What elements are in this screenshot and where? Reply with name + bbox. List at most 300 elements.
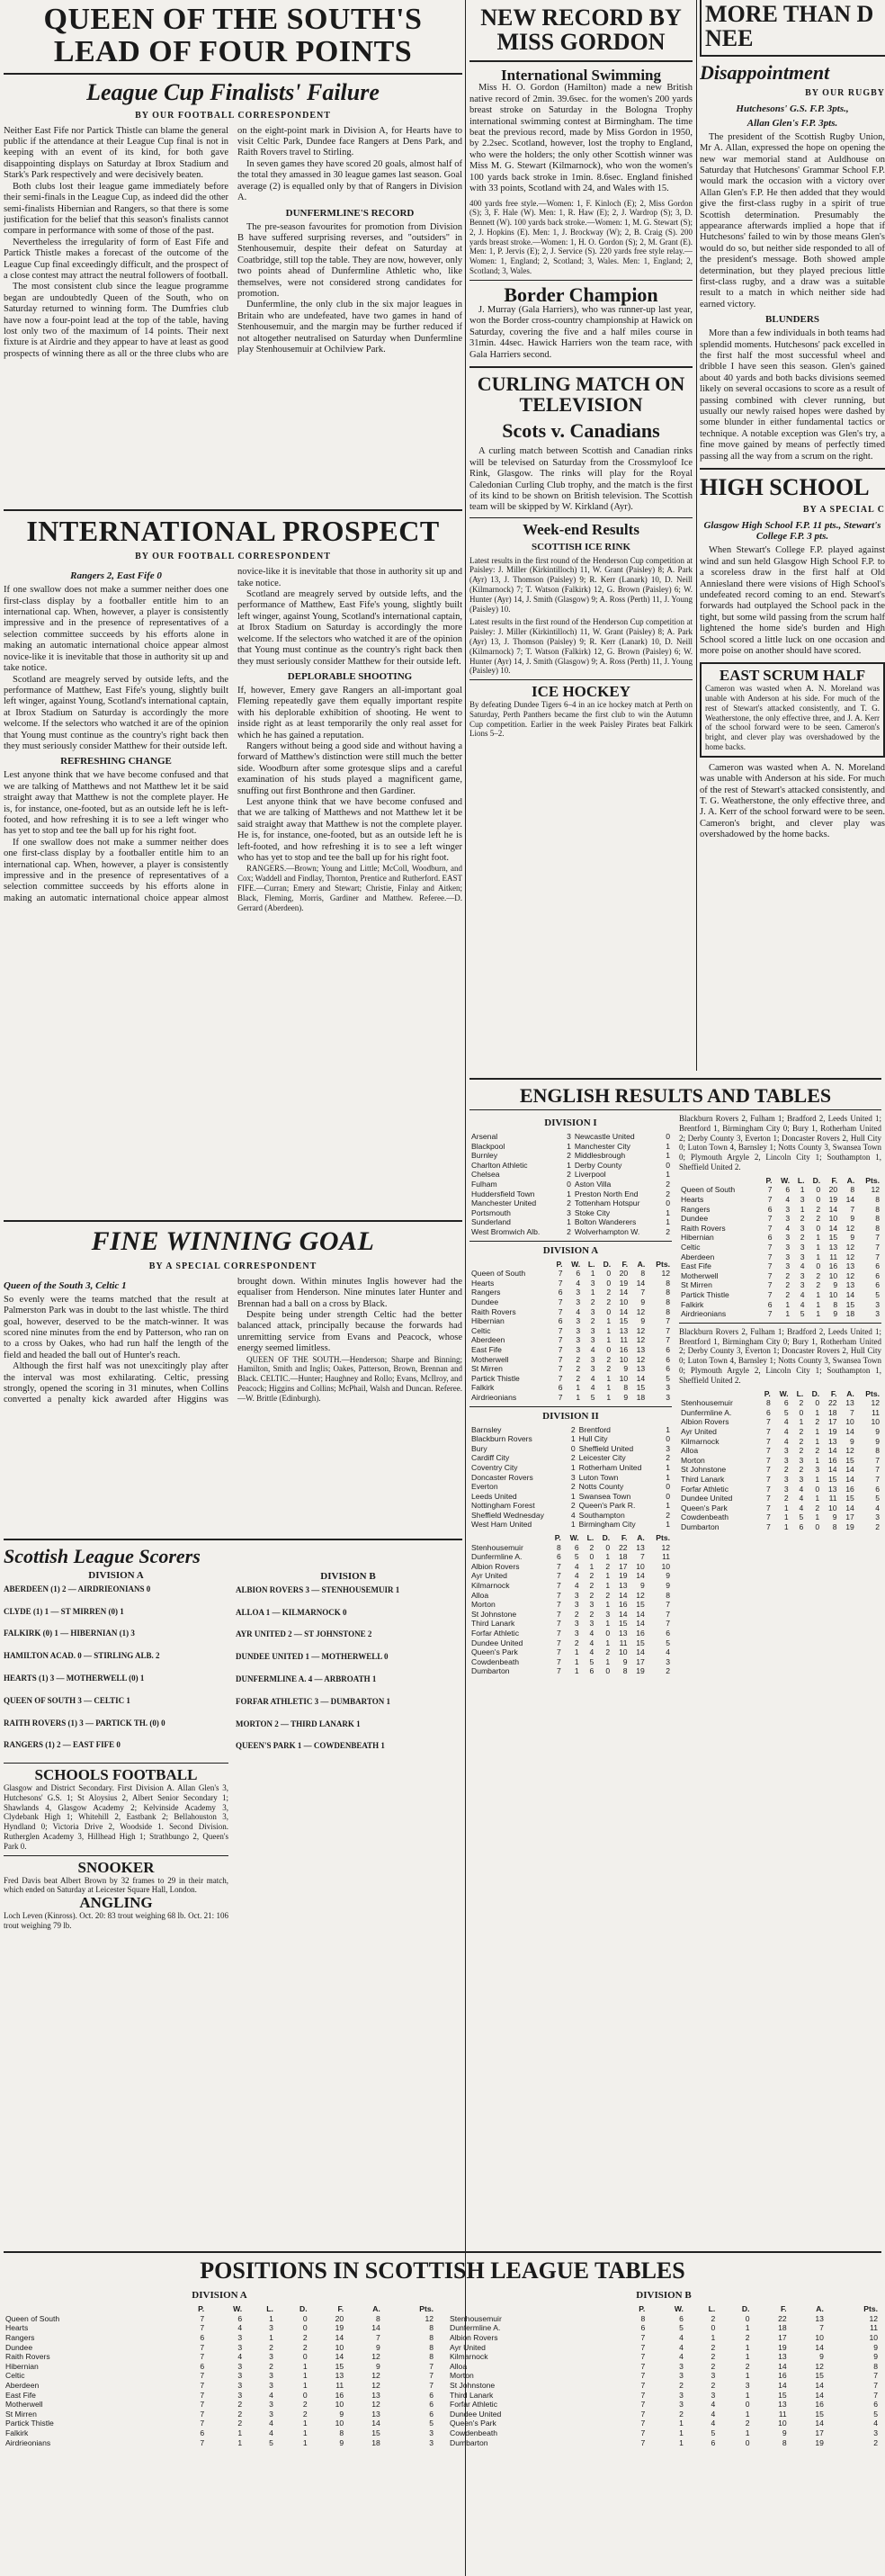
table-cell: 0 [302, 2313, 308, 2323]
table-cell: St Mirren [681, 1280, 712, 1290]
table-cell: 14 [619, 1288, 629, 1297]
table-cell: Burnley [471, 1151, 498, 1161]
table-cell: 1 [605, 1552, 611, 1562]
table-header-cell: W. [233, 2304, 243, 2314]
table-cell: 2 [606, 1354, 612, 1364]
table-cell: 2 [237, 2409, 243, 2419]
table-header-cell: W. [571, 1259, 581, 1269]
table-header-row [679, 1389, 881, 1399]
table-cell: 7 [765, 1474, 771, 1484]
table-header-cell: F. [621, 1533, 628, 1543]
table-row [448, 2362, 880, 2372]
table-cell: St Johnstone [471, 1609, 517, 1619]
table-cell: 12 [636, 1325, 646, 1335]
table-cell: 2 [302, 2333, 308, 2343]
table-header-cell: D. [602, 1533, 611, 1543]
table-cell: 2 [589, 1609, 594, 1619]
table-cell: East Fife [471, 1344, 502, 1354]
scorer-line: DUNDEE UNITED 1 — MOTHERWELL 0 [236, 1652, 389, 1662]
table-cell: 4 [590, 1373, 595, 1383]
table-cell: 4 [269, 2428, 273, 2438]
table-cell: 1 [567, 1160, 571, 1170]
table-cell: Queen's Park R. [578, 1501, 636, 1511]
table-cell: 5 [590, 1392, 595, 1402]
schools-results: Glasgow and District Secondary. First Division A. Allan Glen's 3, Hutchesons' G.S. 1; St Aloysius 2, Albert Senior Secondary 1; Shawlands 4, Glasgow Academy 2; Kelvinside Academy 3, Clydebank High 1; Whitehill 2, Eastbank 2; Bellahouston 3, Hyndland 0; Victoria Drive 2, Woodside 1. Second Division. Rutherglen Academy 3, Hillhead High 1; Strathbungo 2, Queen's Park 0. [4, 1783, 228, 1851]
table-row [448, 2381, 880, 2391]
table-cell: 7 [556, 1590, 561, 1600]
table-cell: 0 [567, 1180, 571, 1189]
table-cell: Partick Thistle [681, 1290, 729, 1299]
table-cell: 6 [200, 2361, 205, 2371]
table-cell: 1 [745, 2390, 750, 2400]
table-row [469, 1562, 672, 1572]
table-cell: Sheffield United [578, 1443, 634, 1453]
table-row [448, 2333, 880, 2343]
table-cell: 7 [556, 1647, 561, 1657]
table-cell: 8 [875, 1204, 880, 1214]
table-cell: 19 [815, 2437, 824, 2447]
table-cell: 9 [339, 2437, 344, 2447]
table-cell: Rangers [471, 1288, 501, 1297]
table-cell: 12 [636, 1335, 646, 1345]
table-cell: 14 [618, 1590, 628, 1600]
table-cell: 0 [589, 1552, 594, 1562]
table-cell: 7 [556, 1571, 561, 1581]
table-cell: 14 [827, 1446, 837, 1456]
table-cell: 1 [574, 1647, 579, 1657]
table-header-cell: A. [846, 1175, 855, 1185]
table-cell: 10 [815, 2333, 824, 2343]
table-cell: 8 [875, 1446, 880, 1456]
table-cell: 7 [767, 1309, 773, 1319]
table-cell: 8 [429, 2342, 434, 2352]
table-cell: 7 [558, 1297, 563, 1306]
byline-special: BY A SPECIAL C [802, 505, 885, 516]
table-cell: 8 [833, 1299, 838, 1309]
table-row [469, 1142, 672, 1152]
table-cell: 3 [799, 1474, 804, 1484]
divider [4, 1855, 228, 1856]
table-cell: 14 [845, 1426, 854, 1436]
table-cell: Third Lanark [681, 1474, 725, 1484]
table-cell: 3 [785, 1252, 791, 1261]
table-cell: 14 [371, 2323, 380, 2333]
table-cell: 2 [570, 1482, 576, 1492]
table-cell: 2 [785, 1290, 791, 1299]
table-cell: 1 [574, 1656, 579, 1666]
table-cell: 2 [605, 1561, 611, 1571]
table-cell: 2 [606, 1297, 612, 1306]
table-cell: 6 [558, 1383, 563, 1393]
english-results-section [469, 1078, 881, 2246]
table-cell: 7 [556, 1619, 561, 1629]
table-cell: Ayr United [681, 1426, 717, 1436]
table-cell: Bolton Wanderers [574, 1217, 637, 1227]
table-header-cell: P. [198, 2304, 205, 2314]
table-cell: 3 [269, 2381, 273, 2391]
table-cell: 6 [576, 1269, 581, 1279]
table-cell: 11 [829, 1252, 838, 1261]
table-cell: St Mirren [471, 1364, 503, 1374]
table-row [469, 1571, 672, 1581]
table-cell: 7 [767, 1185, 773, 1195]
table-row [469, 1581, 672, 1591]
table-header-cell: L. [266, 2304, 273, 2314]
table-cell: 11 [619, 1638, 628, 1647]
table-header-cell [4, 2304, 176, 2314]
table-cell: 16 [815, 2400, 824, 2410]
table-cell: 17 [845, 1512, 854, 1522]
table-cell: 7 [666, 1619, 670, 1629]
paragraph: Scotland are meagrely served by outside lefts, and the performance of Matthew, East Fife's young, slightly built left winger, against Young, Scotland's international captain, at Ibrox Stadium on Saturday is accordingly the more welcome. If the selectors who watched it are of the opinion that Young must continue as the country's right back then they must seriously consider Matthew for their outside left. [237, 589, 462, 667]
table-cell: 0 [606, 1269, 612, 1279]
table-cell: 6 [666, 1354, 670, 1364]
paragraph: Although the first half was not unexcitingly play after the interval was most exhilarating. Celtic, pressing strongly, opened the scoring in 31 minutes, when Collins converted a penalty kick awarded after Higgins was brought down. Within minutes Inglis however had the equaliser from Henderson. Nine minutes later Hunter and Brennan had a ball on a cross by Black. [4, 1276, 462, 1405]
table-cell: 6 [666, 1629, 670, 1638]
subheading-ice-rink: SCOTTISH ICE RINK [531, 541, 631, 552]
division-label: DIVISION B [320, 1570, 376, 1582]
table-cell: 9 [873, 2342, 878, 2352]
table-cell: 1 [800, 1185, 805, 1195]
table-cell: 15 [636, 1600, 645, 1610]
table-cell: 14 [845, 1465, 854, 1475]
table-cell: 18 [636, 1392, 646, 1402]
table-cell: 1 [666, 1217, 670, 1227]
table-cell: 14 [827, 1465, 837, 1475]
heading-ice-hockey: ICE HOCKEY [531, 683, 631, 701]
table-cell: 7 [558, 1344, 563, 1354]
table-cell: 3 [576, 1316, 581, 1326]
scottish-tables-section [4, 2251, 881, 2572]
table-cell: Fulham [471, 1180, 497, 1189]
table-cell: 3 [574, 1590, 579, 1600]
table-cell: 4 [589, 1638, 594, 1647]
table-cell: 0 [816, 1185, 821, 1195]
table-cell: 12 [636, 1354, 646, 1364]
scorers-right [236, 1546, 460, 1931]
table-cell: Raith Rovers [681, 1223, 726, 1233]
table-row [4, 2333, 435, 2343]
table-cell: Alloa [471, 1590, 489, 1600]
table-row [469, 1335, 672, 1345]
table-cell: 10 [828, 1214, 838, 1224]
table-cell: 1 [816, 1243, 821, 1252]
border-text: J. Murray (Gala Harriers), who was runner-up last year, won the Border cross-country championship at Hawick on Saturday, covering the five and a half miles course in 31min. 44sec. Hawick Harriers won the team race, with Gala Harriers second. [469, 304, 693, 360]
table-cell: 13 [636, 1364, 646, 1374]
table-cell: 14 [636, 1373, 646, 1383]
table-cell: 4 [574, 1581, 579, 1591]
table-cell: Aberdeen [5, 2381, 40, 2391]
table-cell: 14 [845, 1195, 855, 1205]
table-cell: 3 [574, 1619, 579, 1629]
table-cell: 2 [816, 1214, 821, 1224]
table-cell: 8 [622, 1666, 628, 1676]
paragraph: The pre-season favourites for promotion from Division B have suffered surprising reverses, and "outsiders" in Stenhousemuir, despite their defeat on Saturday at Coatbridge, still top the table. They are now, however, only two points ahead of Dunfermline Athletic who, like themselves, were not considered strong candidates for promotion. [237, 221, 462, 299]
table-header-row [4, 2304, 435, 2314]
table-row [679, 1485, 881, 1494]
divider [469, 280, 693, 281]
table-cell: 6 [574, 1542, 579, 1552]
table-row [4, 2438, 435, 2448]
article-international-prospect [4, 567, 462, 1215]
table-cell: 7 [556, 1561, 561, 1571]
table-cell: Albion Rovers [471, 1561, 520, 1571]
table-cell: 8 [873, 2361, 878, 2371]
score-line: Queen of the South 3, Celtic 1 [4, 1279, 127, 1291]
table-cell: 2 [800, 1214, 805, 1224]
table-cell: 7 [640, 2361, 646, 2371]
table-cell: 5 [783, 1407, 789, 1417]
table-cell: 6 [200, 2428, 205, 2438]
table-cell: 7 [640, 2333, 646, 2343]
headline-box [700, 0, 885, 57]
paragraph: Scotland are meagrely served by outside lefts, and the performance of Matthew, East Fife's young, slightly built left winger, against Young, Scotland's international captain, at Ibrox Stadium on Saturday is accordingly the more welcome. If the selectors who watched it are of the opinion that Young must continue as the country's right back then they must seriously consider Matthew for their outside left. [4, 674, 228, 751]
table-cell: 10 [827, 1503, 837, 1512]
table-cell: 13 [335, 2371, 344, 2381]
table-cell: 1 [666, 1501, 670, 1511]
table-header-cell: L. [708, 2304, 716, 2314]
table-cell: Dundee United [471, 1638, 523, 1647]
table-cell: 6 [666, 1364, 670, 1374]
heading-international-swimming: International Swimming [500, 66, 662, 84]
table-cell: 1 [815, 1436, 820, 1446]
table-cell: 19 [619, 1278, 629, 1288]
table-cell: 14 [619, 1306, 629, 1316]
table-cell: 2 [679, 2409, 684, 2419]
table-cell: 9 [640, 1581, 645, 1591]
table-cell: 1 [302, 2371, 308, 2381]
byline-rugby: BY OUR RUGBY [805, 87, 885, 98]
table-cell: 2 [590, 1316, 595, 1326]
headline-international-prospect: INTERNATIONAL PROSPECT [26, 514, 440, 547]
table-cell: 1 [589, 1561, 594, 1571]
table-cell: 0 [711, 2323, 716, 2333]
table-header-row [448, 2304, 880, 2314]
table-cell: 1 [605, 1571, 611, 1581]
paragraph: Lest anyone think that we have become confused and that we are talking of Matthews and not Matthew let it be said straight away that Matthew is not the complete player. He is, for instance, one-footed, but as an outside left he is left-footed, and how refreshing it is to see a left winger who has yet to stop and tee the ball up for his right foot. [4, 770, 228, 837]
table-cell: 2 [711, 2361, 716, 2371]
table-cell: 1 [606, 1325, 612, 1335]
table-cell: 7 [640, 2352, 646, 2362]
table-cell: 4 [679, 2342, 684, 2352]
table-row [469, 1383, 672, 1393]
table-cell: 0 [666, 1491, 670, 1501]
table-cell: 13 [845, 1398, 854, 1408]
table-header-cell: P. [556, 1259, 563, 1269]
table-cell: 14 [815, 2342, 824, 2352]
table-cell: 9 [850, 1233, 855, 1243]
table-cell: 1 [666, 1424, 670, 1434]
table-cell: 2 [576, 1373, 581, 1383]
table-cell: 0 [605, 1666, 611, 1676]
scorer-line: MORTON 2 — THIRD LANARK 1 [236, 1719, 361, 1728]
table-cell: Hearts [5, 2323, 29, 2333]
table-cell: 4 [783, 1426, 789, 1436]
heading-snooker: SNOOKER [77, 1858, 155, 1876]
table-cell: 2 [605, 1590, 611, 1600]
table-cell: 3 [711, 2371, 716, 2381]
table-cell: 1 [815, 1512, 820, 1522]
article-league-cup [4, 126, 462, 504]
weekend-results-text: Latest results in the first round of the Henderson Cup competition at Paisley: J. Miller (Kirkintilloch) 11, W. Grant (Paisley) 8; A. Park (Ayr) 13, J. Thomson (Paisley) 9; R. Kerr (Lanark) 10, D. Neill (Kilmarnock) 7; T. Watson (Falkirk) 12, G. Brown (Paisley) 6; W. Hunter (Ayr) 14, J. Smith (Glasgow) 9; A. Ross (Perth) 11, J. Young (Paisley) 10. [469, 555, 693, 614]
table-header-cell: L. [797, 1175, 805, 1185]
table-cell: 19 [828, 1195, 838, 1205]
table-cell: 16 [845, 1484, 854, 1494]
table-cell: 17 [636, 1656, 645, 1666]
table-cell: 6 [589, 1666, 594, 1676]
table-cell: 2 [666, 1227, 670, 1237]
table-cell: 4 [711, 2400, 716, 2410]
table-cell: 8 [850, 1185, 855, 1195]
english-results-grid [469, 1114, 881, 1676]
table-cell: 3 [679, 2361, 684, 2371]
division-label: DIVISION A [88, 1569, 144, 1581]
scorer-line: ALLOA 1 — KILMARNOCK 0 [236, 1607, 347, 1617]
weekend-results-text: Latest results in the first round of the Henderson Cup competition at Paisley: J. Miller (Kirkintilloch) 11, W. Grant (Paisley) 8; A. Park (Ayr) 13, J. Thomson (Paisley) 9; R. Kerr (Lanark) 10, D. Neill (Kilmarnock) 7; T. Watson (Falkirk) 12, G. Brown (Paisley) 6; W. Hunter (Ayr) 14, J. Smith (Glasgow) 9; A. Ross (Perth) 11, J. Young (Paisley) 10. [469, 617, 693, 676]
table-cell: 2 [745, 2333, 750, 2343]
table-row [448, 2410, 880, 2419]
table-cell: 4 [800, 1261, 805, 1271]
table-cell: 7 [765, 1446, 771, 1456]
table-cell: 1 [590, 1288, 595, 1297]
table-cell: 7 [875, 1252, 880, 1261]
table-cell: 19 [618, 1571, 628, 1581]
table-cell: 8 [640, 2313, 646, 2323]
table-cell: 8 [666, 1306, 670, 1316]
table-cell: Ayr United [450, 2342, 486, 2352]
column-main [4, 0, 462, 2576]
table-cell: 1 [269, 2333, 273, 2343]
table-cell: 1 [666, 1151, 670, 1161]
table-header-cell: A. [846, 1388, 854, 1398]
table-cell: 9 [339, 2409, 344, 2419]
table-row [679, 1300, 881, 1310]
table-cell: 6 [799, 1521, 804, 1531]
table-cell: 16 [619, 1344, 629, 1354]
table-row [469, 1355, 672, 1365]
table-cell: 4 [783, 1436, 789, 1446]
table-cell: 3 [576, 1325, 581, 1335]
table-cell: 15 [845, 1494, 854, 1503]
table-cell: 0 [815, 1521, 820, 1531]
table-row [4, 2362, 435, 2372]
paragraph: More than a few individuals in both teams had splendid moments. Hutchesons' pack excelled in the first half the most successful wheel and dribble I have seen this season. Glen's gained about 40 yards and both backs divisions seemed likely on several occasions to score as a result of passing combined with clever running, but usually our newly raised hopes were dashed by some blunder in either fundamental tactics or technique. A notable exception was Glen's try, a fine move gained by means of perfectly timed passing all the way from a scrum on the right. [700, 328, 885, 462]
table-cell: 3 [666, 1443, 670, 1453]
scorer-line: QUEEN'S PARK 1 — COWDENBEATH 1 [236, 1741, 385, 1751]
table-cell: 4 [574, 1571, 579, 1581]
table-cell: 4 [590, 1344, 595, 1354]
table-cell: 22 [618, 1542, 628, 1552]
table-cell: 7 [200, 2390, 205, 2400]
table-cell: 16 [828, 1261, 838, 1271]
scorers-division-b [236, 1585, 460, 1751]
table-cell: 16 [778, 2371, 787, 2381]
table-header-cell: P. [554, 1533, 561, 1543]
table-cell: 15 [371, 2428, 380, 2438]
table-cell: 12 [845, 1223, 855, 1233]
table-cell: Notts County [578, 1482, 624, 1492]
table-cell: 16 [335, 2390, 344, 2400]
table-cell: 1 [745, 2428, 750, 2438]
table-row [4, 2371, 435, 2381]
table-cell: 14 [815, 2390, 824, 2400]
table-cell: Airdrieonians [471, 1392, 517, 1402]
table-cell: Blackpool [471, 1141, 505, 1151]
table-row [469, 1288, 672, 1297]
scottish-table-a [4, 2286, 435, 2447]
table-cell: 1 [816, 1290, 821, 1299]
table-cell: 11 [662, 1552, 670, 1562]
table-cell: 1 [679, 2428, 684, 2438]
table-cell: Motherwell [681, 1270, 719, 1280]
table-cell: 1 [666, 1472, 670, 1482]
divider [4, 2251, 881, 2253]
table-cell: 13 [827, 1484, 837, 1494]
table-header-cell: A. [372, 2304, 380, 2314]
table-cell: 3 [589, 1619, 594, 1629]
table-cell: 17 [815, 2428, 824, 2438]
table-cell: 14 [636, 1571, 645, 1581]
table-row [469, 1591, 672, 1601]
table-cell: 9 [833, 1309, 838, 1319]
table-cell: 7 [765, 1521, 771, 1531]
table-cell: Dunfermline A. [450, 2323, 501, 2333]
scorer-line: RANGERS (1) 2 — EAST FIFE 0 [4, 1740, 121, 1750]
table-cell: 3 [590, 1306, 595, 1316]
table-cell: 13 [828, 1243, 838, 1252]
table-cell: Leeds United [471, 1491, 517, 1501]
table-cell: 1 [567, 1141, 571, 1151]
table-cell: 15 [619, 1316, 629, 1326]
division-label: DIVISION B [636, 2290, 692, 2302]
table-cell: 0 [666, 1434, 670, 1444]
table-cell: 2 [783, 1494, 789, 1503]
table-cell: 1 [785, 1299, 791, 1309]
table-cell: 3 [269, 2409, 273, 2419]
table-cell: 10 [828, 1290, 838, 1299]
table-row [469, 1473, 672, 1483]
paragraph: If one swallow does not make a summer neither does one first-class display by a footballer entitle him to an international cap. When, however, a player is consistently impressive and in the presence of representatives of a selection committee succeeds by his efforts alone in making an automatic international choice appear almost novice-like it is inevitable that those in authority sit up and take notice. [4, 567, 462, 903]
table-cell: 2 [711, 2352, 716, 2362]
scorer-line: QUEEN OF SOUTH 3 — CELTIC 1 [4, 1695, 130, 1705]
table-row [4, 2323, 435, 2333]
table-cell: 9 [623, 1392, 629, 1402]
table-cell: 4 [237, 2352, 243, 2362]
table-row [469, 1520, 672, 1530]
table-cell: Hibernian [471, 1316, 505, 1326]
table-cell: 3 [576, 1335, 581, 1345]
scorer-line: FALKIRK (0) 1 — HIBERNIAN (1) 3 [4, 1629, 135, 1638]
table-cell: 2 [816, 1280, 821, 1290]
curling-text: A curling match between Scottish and Canadian rinks will be televised on Saturday from the Crossmyloof Ice Rink, Glasgow. The rinks will play for the Royal Caledonian Curling Club trophy, and the match is the first of its kind to be shown on British television. The Scottish team will be skipped by W. Kirkland (Ayr). [469, 446, 693, 513]
paragraph: Cameron was wasted when A. N. Moreland was unable with Anderson at his side. For much of the rest of Stewart's attacked consistently, and T. G. Weatherstone, the only effective three, and J. A. Kerr of the school forward were to be seen. Cameron's bright, and clever play was overshadowed by the home backs. [700, 762, 885, 840]
table-cell: 14 [636, 1647, 645, 1657]
table-cell: Morton [681, 1455, 705, 1465]
table-cell: 6 [783, 1398, 789, 1408]
table-cell: 2 [816, 1204, 821, 1214]
table-cell: 3 [269, 2400, 273, 2410]
table-cell: 3 [711, 2390, 716, 2400]
table-cell: 3 [783, 1455, 789, 1465]
table-cell: 6 [767, 1204, 773, 1214]
table-cell: 5 [666, 1638, 670, 1647]
table-cell: 2 [711, 2381, 716, 2391]
column-rule [465, 0, 466, 2576]
table-cell: 12 [661, 1542, 670, 1552]
table-cell: 3 [783, 1446, 789, 1456]
table-cell: 15 [618, 1619, 628, 1629]
table-cell: 5 [799, 1512, 804, 1522]
